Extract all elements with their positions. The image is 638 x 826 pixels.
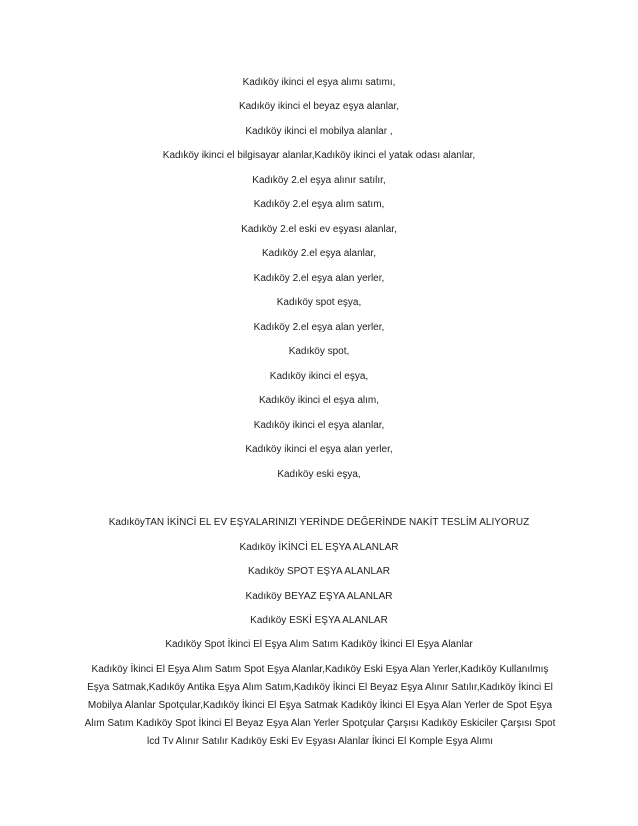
subheading: Kadıköy Spot İkinci El Eşya Alım Satım Kadıköy İkinci El Eşya Alanlar (165, 639, 473, 650)
heading-line: Kadıköy BEYAZ EŞYA ALANLAR (245, 591, 393, 602)
text-line: Kadıköy 2.el eşya alan yerler, (253, 273, 385, 284)
text-line: Kadıköy ikinci el mobilya alanlar , (245, 126, 393, 137)
text-line: Kadıköy spot eşya, (276, 297, 362, 308)
text-line: Kadıköy 2.el eski ev eşyası alanlar, (241, 224, 397, 235)
text-line: Kadıköy 2.el eşya alınır satılır, (252, 175, 386, 186)
text-line: Kadıköy ikinci el eşya alan yerler, (245, 444, 393, 455)
text-line: Kadıköy ikinci el eşya, (269, 371, 369, 382)
heading-line: Kadıköy İKİNCİ EL EŞYA ALANLAR (239, 542, 399, 553)
heading-line: KadıköyTAN İKİNCİ EL EV EŞYALARINIZI YERİNDE DEĞERİNDE NAKİT TESLİM ALIYORUZ (108, 517, 530, 528)
heading-line: Kadıköy ESKİ EŞYA ALANLAR (250, 615, 388, 626)
text-line: Kadıköy 2.el eşya alan yerler, (253, 322, 385, 333)
text-line: Kadıköy ikinci el bilgisayar alanlar,Kadıköy ikinci el yatak odası alanlar, (162, 150, 476, 161)
heading-line: Kadıköy SPOT EŞYA ALANLAR (248, 566, 390, 577)
text-line: Kadıköy ikinci el eşya alımı satımı, (242, 77, 396, 88)
text-line: Kadıköy 2.el eşya alım satım, (253, 199, 385, 210)
text-line: Kadıköy eski eşya, (277, 469, 361, 480)
body-paragraph: Kadıköy İkinci El Eşya Alım Satım Spot Eşya Alanlar,Kadıköy Eski Eşya Alan Yerler,Kadıköy Kullanılmış Eşya Satmak,Kadıköy Antika Eşya Alım Satım,Kadıköy İkinci El Beyaz Eşya Alınır Satılır,Kadıköy İkinci El Mobilya Alanlar Spotçular,Kadıköy İkinci El Eşya Satmak Kadıköy İkinci El Eşya Alan Yerler de Spot Eşya Alım Satım Kadıköy Spot İkinci El Beyaz Eşya Alan Yerler Spotçular Çarşısı Kadıköy Eskiciler Çarşısı Spot lcd Tv Alınır Satılır Kadıköy Eski Ev Eşyası Alanlar İkinci El Komple Eşya Alımı (84, 664, 556, 747)
text-line: Kadıköy ikinci el eşya alım, (258, 395, 380, 406)
text-line: Kadıköy ikinci el beyaz eşya alanlar, (238, 101, 400, 112)
text-line: Kadıköy spot, (288, 346, 350, 357)
text-line: Kadıköy ikinci el eşya alanlar, (253, 420, 385, 431)
text-line: Kadıköy 2.el eşya alanlar, (262, 248, 376, 259)
